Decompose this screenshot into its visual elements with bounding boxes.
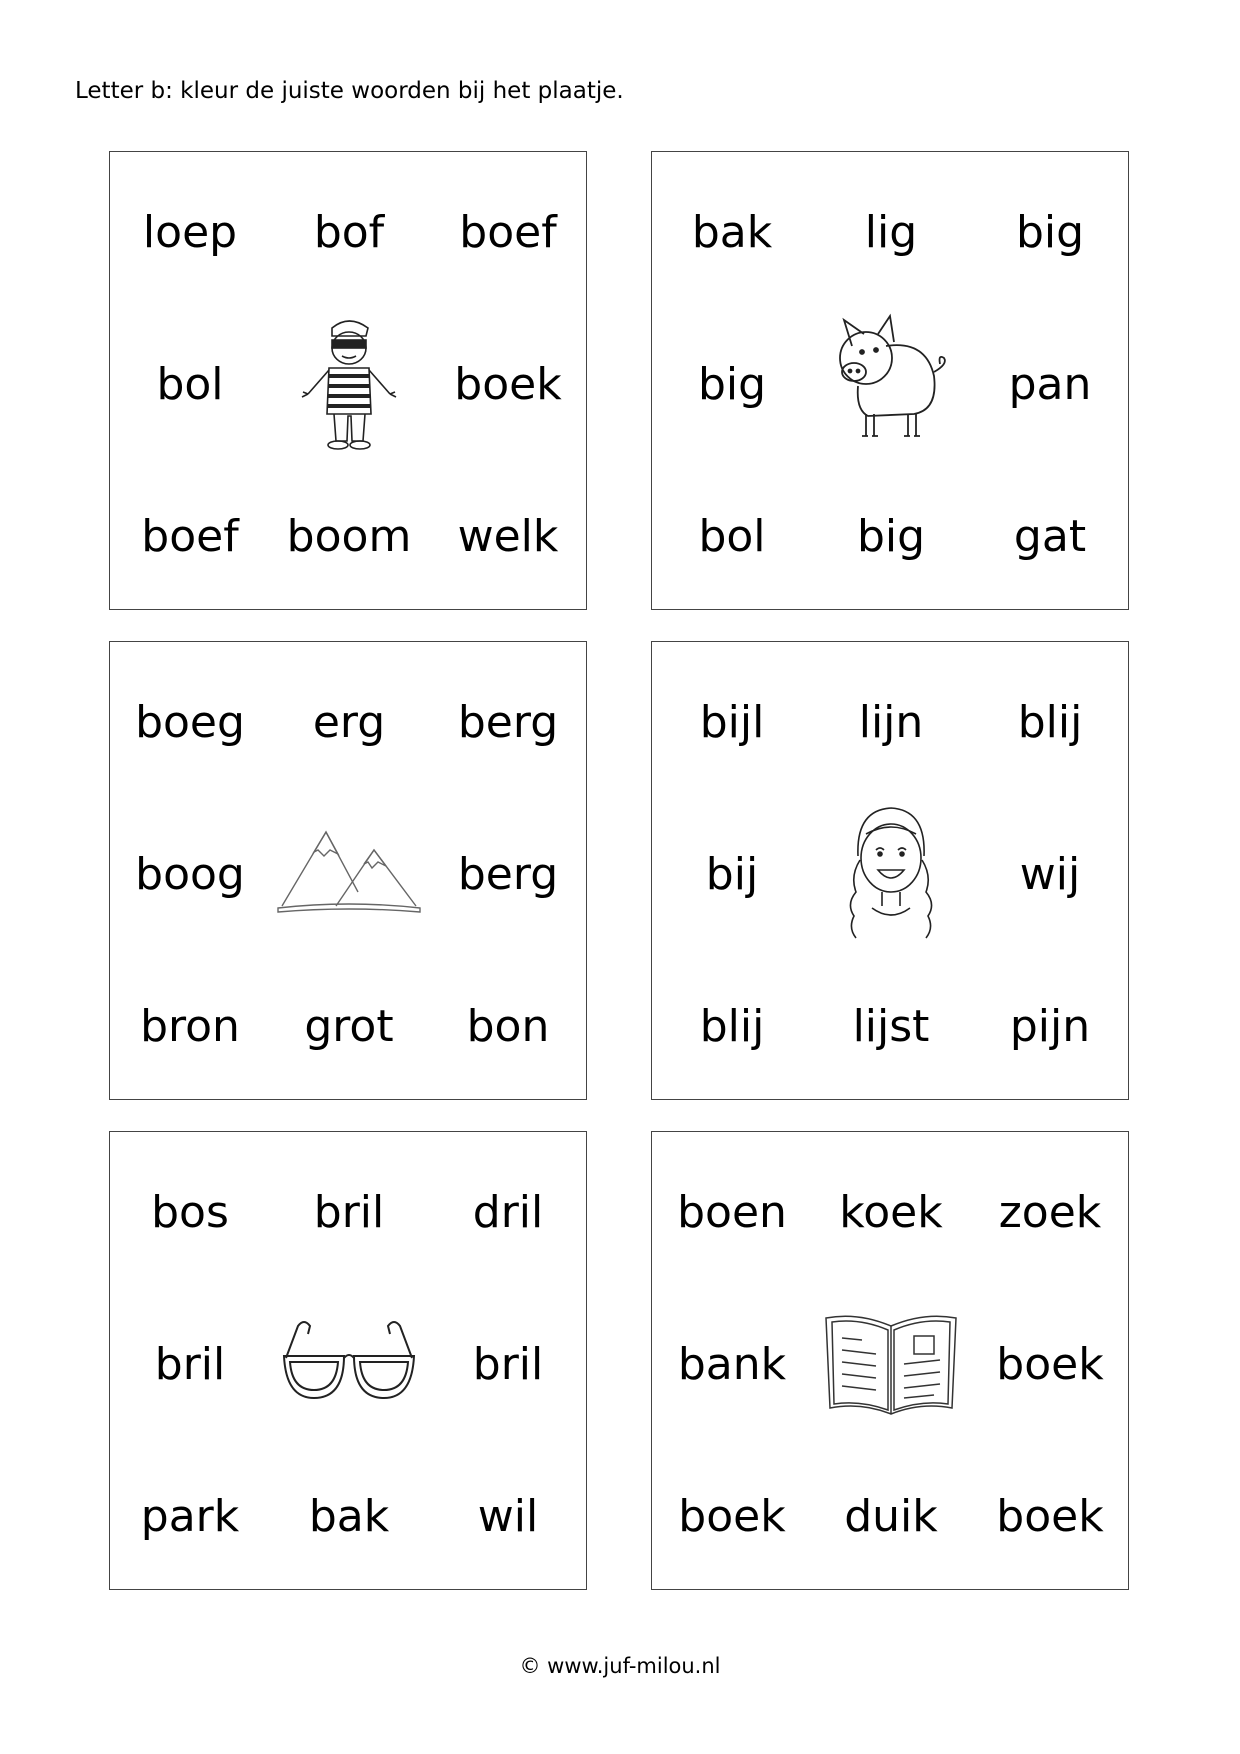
- word-option[interactable]: bon: [466, 1001, 550, 1052]
- word-option[interactable]: bol: [698, 511, 766, 562]
- word-option[interactable]: lijn: [858, 697, 924, 748]
- word-card-mountain: [109, 641, 587, 1100]
- glasses-icon: [274, 1286, 424, 1436]
- word-option[interactable]: boek: [996, 1339, 1104, 1390]
- word-option[interactable]: bol: [156, 359, 224, 410]
- word-option[interactable]: berg: [457, 697, 559, 748]
- instruction-text: Letter b: kleur de juiste woorden bij het plaatje.: [75, 78, 624, 104]
- word-card-thief: [109, 151, 587, 610]
- word-option[interactable]: bijl: [699, 697, 765, 748]
- word-option[interactable]: koek: [839, 1187, 943, 1238]
- word-option[interactable]: boef: [459, 207, 557, 258]
- word-option[interactable]: bron: [140, 1001, 240, 1052]
- book-icon: [816, 1286, 966, 1436]
- mountain-icon: [274, 796, 424, 946]
- word-option[interactable]: bank: [677, 1339, 787, 1390]
- word-option[interactable]: welk: [457, 511, 559, 562]
- word-option[interactable]: big: [856, 511, 926, 562]
- word-option[interactable]: lijst: [852, 1001, 930, 1052]
- word-option[interactable]: boek: [454, 359, 562, 410]
- word-option[interactable]: erg: [312, 697, 386, 748]
- word-option[interactable]: park: [140, 1491, 240, 1542]
- word-option[interactable]: grot: [304, 1001, 394, 1052]
- word-option[interactable]: duik: [844, 1491, 938, 1542]
- word-option[interactable]: big: [1015, 207, 1085, 258]
- girl-icon: [816, 796, 966, 946]
- word-option[interactable]: bak: [691, 207, 773, 258]
- word-option[interactable]: boek: [678, 1491, 786, 1542]
- word-card-pig: [651, 151, 1129, 610]
- word-option[interactable]: boeg: [135, 697, 245, 748]
- word-option[interactable]: bij: [705, 849, 759, 900]
- word-option[interactable]: blij: [1017, 697, 1083, 748]
- word-option[interactable]: gat: [1013, 511, 1087, 562]
- word-option[interactable]: dril: [472, 1187, 544, 1238]
- word-option[interactable]: boen: [677, 1187, 787, 1238]
- word-option[interactable]: bril: [154, 1339, 226, 1390]
- word-option[interactable]: lig: [864, 207, 918, 258]
- thief-icon: [274, 306, 424, 456]
- word-option[interactable]: berg: [457, 849, 559, 900]
- word-option[interactable]: bof: [313, 207, 385, 258]
- word-option[interactable]: big: [697, 359, 767, 410]
- word-option[interactable]: bak: [308, 1491, 390, 1542]
- word-card-book: [651, 1131, 1129, 1590]
- pig-icon: [816, 306, 966, 456]
- word-option[interactable]: boek: [996, 1491, 1104, 1542]
- word-option[interactable]: wij: [1019, 849, 1081, 900]
- word-card-glasses: [109, 1131, 587, 1590]
- word-card-girl: [651, 641, 1129, 1100]
- word-option[interactable]: blij: [699, 1001, 765, 1052]
- word-option[interactable]: boef: [141, 511, 239, 562]
- word-option[interactable]: loep: [142, 207, 238, 258]
- word-option[interactable]: bos: [151, 1187, 229, 1238]
- word-option[interactable]: bril: [313, 1187, 385, 1238]
- word-option[interactable]: zoek: [998, 1187, 1102, 1238]
- word-option[interactable]: bril: [472, 1339, 544, 1390]
- footer-copyright: © www.juf-milou.nl: [519, 1654, 721, 1678]
- word-option[interactable]: boom: [286, 511, 412, 562]
- word-option[interactable]: pan: [1008, 359, 1092, 410]
- word-option[interactable]: boog: [135, 849, 245, 900]
- word-option[interactable]: pijn: [1009, 1001, 1091, 1052]
- word-option[interactable]: wil: [477, 1491, 539, 1542]
